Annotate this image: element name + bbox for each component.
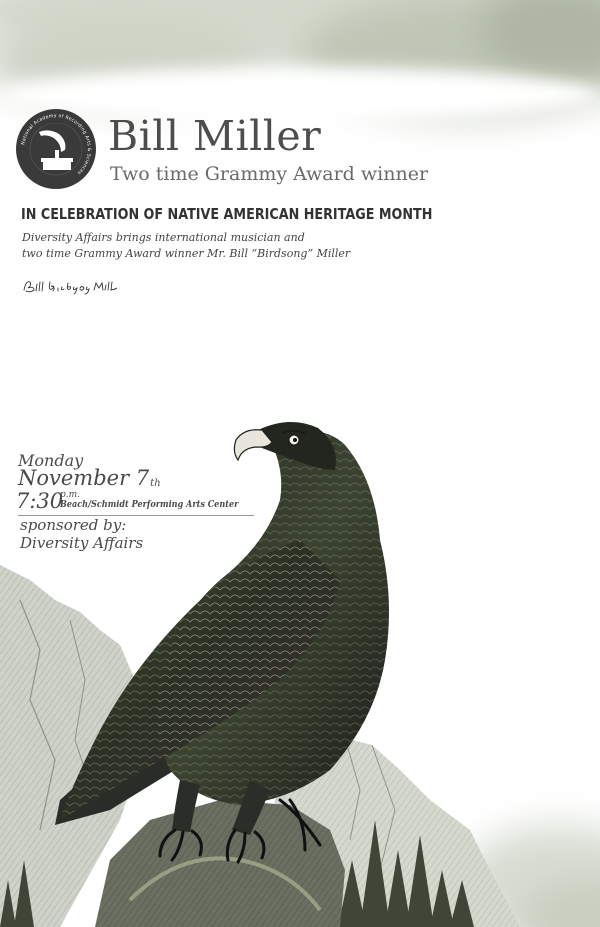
event-venue: Beach/Schmidt Performing Arts Center bbox=[60, 500, 239, 510]
grammy-badge bbox=[15, 108, 97, 190]
grammy-subtitle: Two time Grammy Award winner bbox=[110, 163, 429, 185]
event-day: Monday bbox=[18, 451, 84, 470]
event-month-day: November 7 bbox=[18, 466, 150, 490]
event-time: 7:30 bbox=[16, 489, 64, 513]
event-date-suffix: th bbox=[150, 478, 161, 489]
event-title: IN CELEBRATION OF NATIVE AMERICAN HERITAGE MONTH bbox=[21, 205, 433, 223]
intro-line-1: Diversity Affairs brings international musician and bbox=[22, 231, 305, 244]
rock-illustration bbox=[95, 800, 345, 927]
event-ampm: p.m. bbox=[60, 490, 81, 500]
intro-text bbox=[22, 230, 402, 262]
sponsor-label: sponsored by: bbox=[20, 516, 127, 534]
sponsor-name: Diversity Affairs bbox=[20, 534, 144, 552]
artist-name: Bill Miller bbox=[108, 112, 322, 160]
intro-line-2: two time Grammy Award winner Mr. Bill “Birdsong” Miller bbox=[22, 247, 351, 260]
signature bbox=[22, 276, 117, 296]
badge-ring-text: National Academy of Recording Arts & Sciences bbox=[21, 113, 92, 176]
